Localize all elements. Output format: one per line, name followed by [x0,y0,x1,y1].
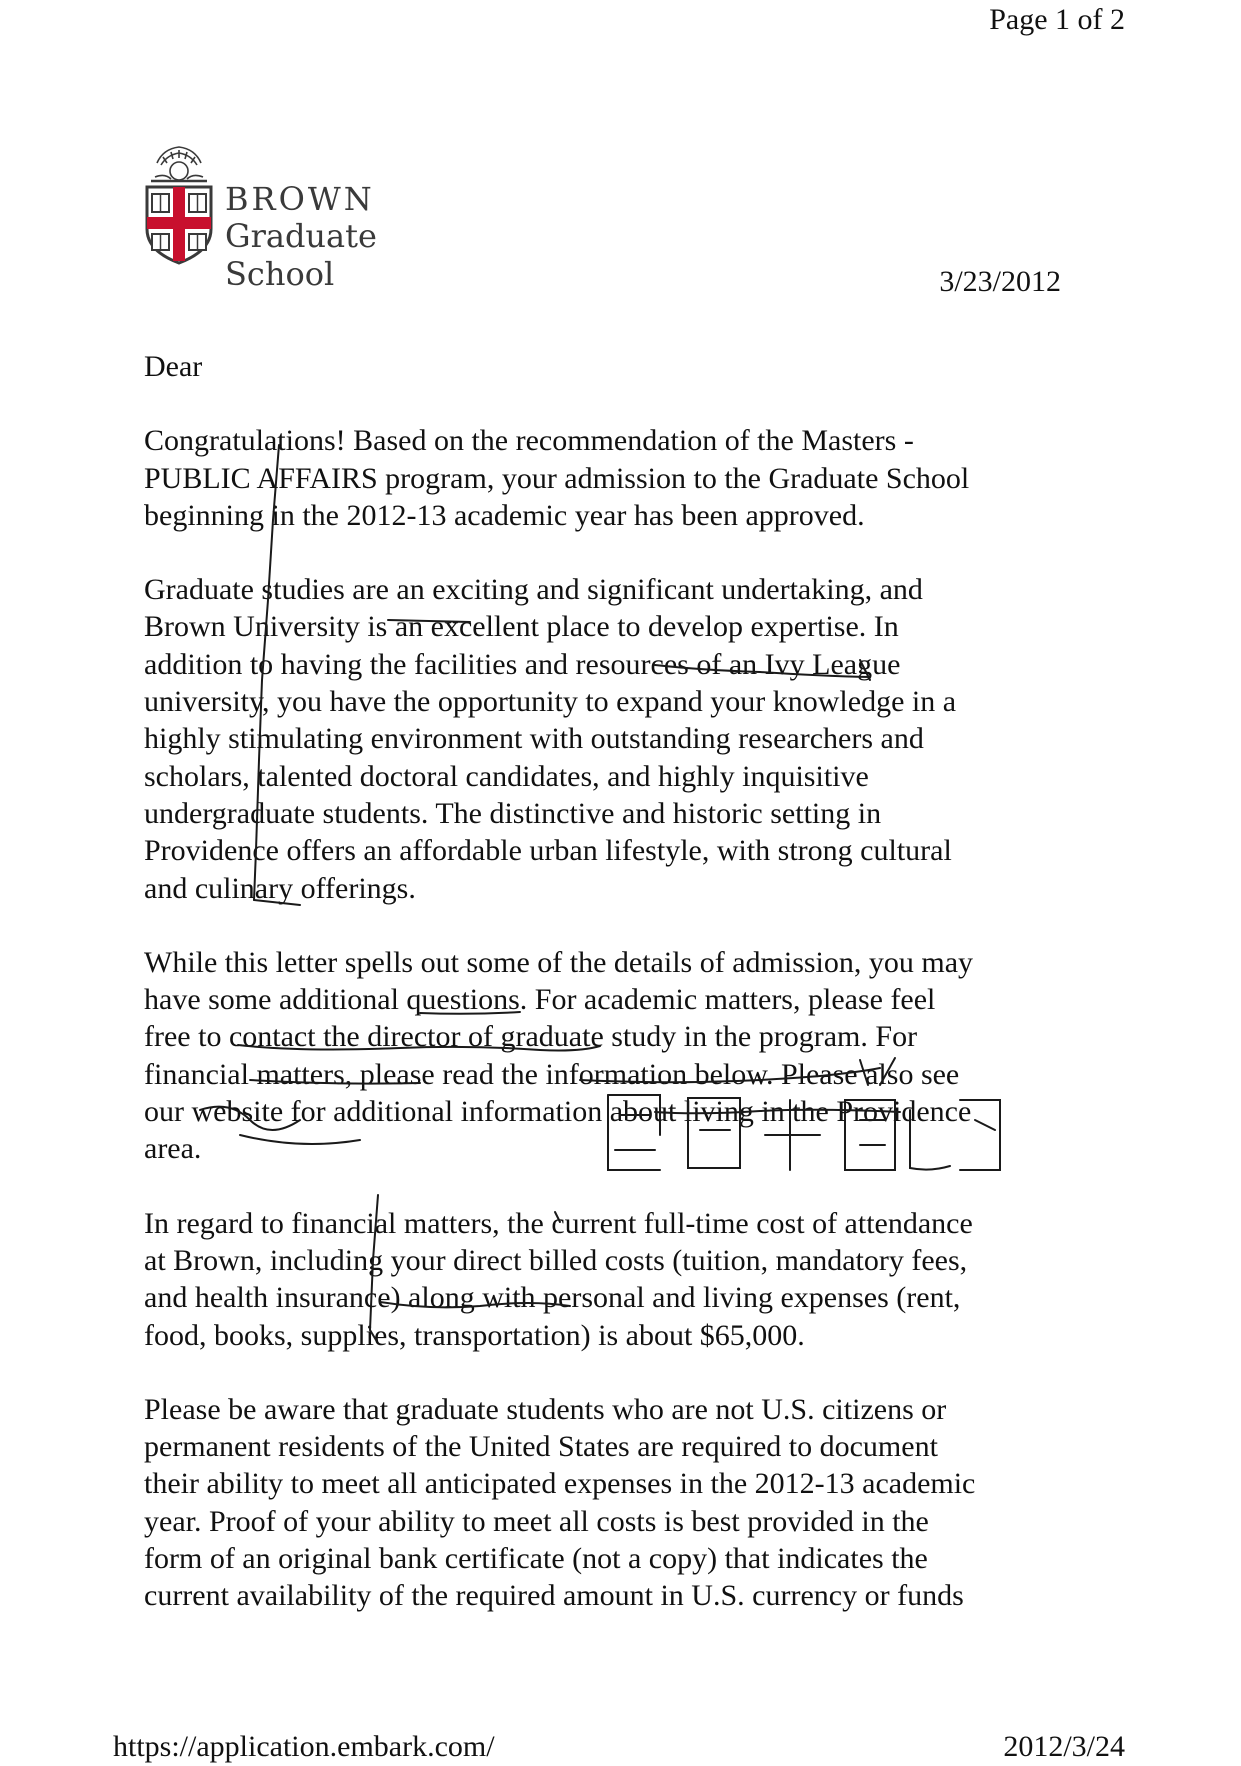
paragraph-line: and health insurance) along with personal and living expenses (rent, [144,1281,961,1315]
paragraph-line: addition to having the facilities and resources of an Ivy League [144,647,901,681]
paragraph-line: permanent residents of the United States are required to document [144,1430,938,1464]
footer-date: 2012/3/24 [1003,1730,1125,1763]
paragraph-line: In regard to financial matters, the current full-time cost of attendance [144,1206,973,1240]
paragraph-line: form of an original bank certificate (not a copy) that indicates the [144,1542,928,1576]
paragraph-line: Graduate studies are an exciting and significant undertaking, and [144,573,923,607]
paragraph-line: Congratulations! Based on the recommendation of the Masters - [144,424,914,458]
letter-paragraphs [144,422,1104,1614]
paragraph-line: Providence offers an affordable urban lifestyle, with strong cultural [144,834,952,868]
paragraph-line: year. Proof of your ability to meet all costs is best provided in the [144,1504,929,1538]
paragraph-line: While this letter spells out some of the details of admission, you may [144,945,974,979]
letter-paragraph [144,1391,1104,1615]
paragraph-line: PUBLIC AFFAIRS program, your admission to the Graduate School [144,461,970,495]
paragraph-line: and culinary offerings. [144,871,416,905]
letter-paragraph [144,571,1104,907]
brown-shield-icon [143,143,215,265]
logo-wordmark [225,181,483,293]
paragraph-line: Please be aware that graduate students who are not U.S. citizens or [144,1392,947,1426]
logo-brown-text: BROWN [225,180,375,218]
paragraph-line: highly stimulating environment with outstanding researchers and [144,722,924,756]
letter-date: 3/23/2012 [939,265,1061,298]
logo-graduate-school-text: Graduate School [225,217,377,293]
paragraph-line: have some additional questions. For academic matters, please feel [144,983,936,1017]
paragraph-line: their ability to meet all anticipated expenses in the 2012-13 academic [144,1467,976,1501]
paragraph-line: undergraduate students. The distinctive and historic setting in [144,796,882,830]
brown-graduate-school-logo [143,143,483,293]
paragraph-line: university, you have the opportunity to expand your knowledge in a [144,685,957,719]
paragraph-line: Brown University is an excellent place to develop expertise. In [144,610,899,644]
letter-body [144,348,1104,1652]
paragraph-line: current availability of the required amount in U.S. currency or funds [144,1579,964,1613]
paragraph-line: scholars, talented doctoral candidates, and highly inquisitive [144,759,869,793]
paragraph-line: area. [144,1132,202,1166]
paragraph-line: financial matters, please read the information below. Please also see [144,1057,960,1091]
letter-paragraph [144,1205,1104,1354]
paragraph-line: food, books, supplies, transportation) is about $65,000. [144,1318,805,1352]
salutation: Dear [144,350,203,383]
paragraph-line: free to contact the director of graduate study in the program. For [144,1020,918,1054]
paragraph-line: our website for additional information about living in the Providence [144,1095,972,1129]
page-number: Page 1 of 2 [989,3,1125,36]
paragraph-line: at Brown, including your direct billed costs (tuition, mandatory fees, [144,1243,968,1277]
paragraph-line: beginning in the 2012-13 academic year has been approved. [144,498,865,532]
letter-paragraph [144,944,1104,1168]
letter-paragraph [144,422,1104,534]
footer-url: https://application.embark.com/ [113,1730,495,1763]
